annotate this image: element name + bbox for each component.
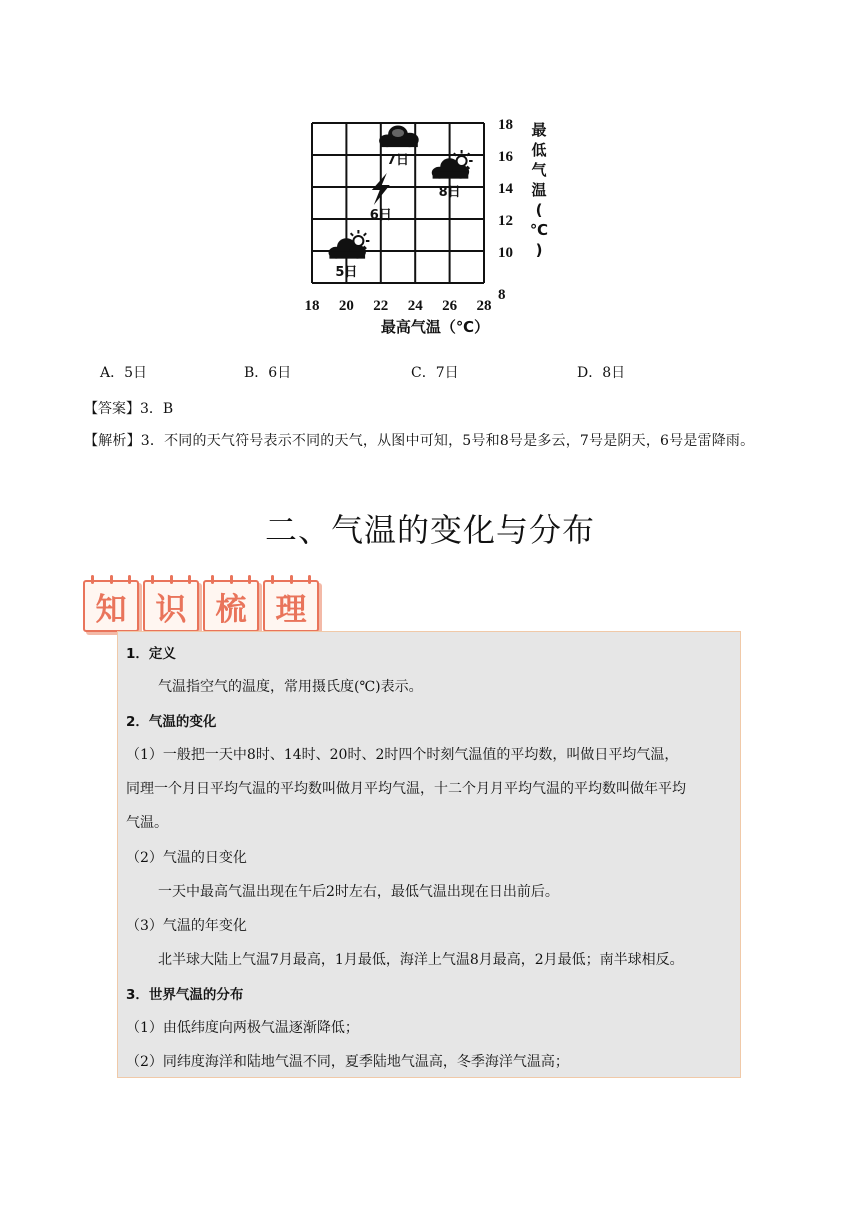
- y-axis-label: [530, 121, 548, 259]
- y-label-char: 低: [531, 141, 547, 159]
- y-label-char: 最: [531, 121, 547, 139]
- banner-char: 梳: [215, 591, 247, 628]
- y-label-char: (: [535, 201, 543, 219]
- y-tick-labels: [498, 117, 514, 303]
- y-tick-label: 8: [498, 287, 506, 303]
- banner-char: 理: [275, 591, 307, 628]
- x-tick-label: 26: [442, 298, 458, 314]
- y-tick-label: 18: [498, 117, 513, 133]
- weather-mark-partly-cloudy-icon: [329, 230, 370, 259]
- y-tick-label: 12: [498, 213, 513, 229]
- paragraph: 一天中最高气温出现在午后2时左右，最低气温出现在日出前后。: [158, 884, 559, 900]
- x-tick-label: 18: [304, 298, 320, 314]
- banner-tile: [143, 580, 199, 632]
- paragraph: 气温。: [126, 815, 168, 831]
- section-title: 二、气温的变化与分布: [264, 511, 595, 549]
- x-tick-label: 28: [476, 298, 492, 314]
- heading-definition: 1．定义: [126, 646, 176, 662]
- banner-tile: [203, 580, 259, 632]
- x-axis-label: 最高气温（℃）: [380, 318, 490, 336]
- x-tick-label: 20: [338, 298, 354, 314]
- paragraph: 北半球大陆上气温7月最高，1月最低，海洋上气温8月最高，2月最低；南半球相反。: [158, 952, 684, 968]
- subheading: （2）气温的日变化: [126, 850, 247, 866]
- point-label: 8日: [438, 185, 461, 200]
- paragraph: （2）同纬度海洋和陆地气温不同，夏季陆地气温高，冬季海洋气温高；: [126, 1054, 569, 1070]
- paragraph: （1）由低纬度向两极气温逐渐降低；: [126, 1020, 359, 1036]
- x-tick-label: 22: [373, 298, 389, 314]
- point-label: 6日: [369, 208, 392, 223]
- paragraph: 同理一个月日平均气温的平均数叫做月平均气温，十二个月月平均气温的平均数叫做年平均: [126, 781, 686, 797]
- y-label-char: ): [535, 241, 543, 259]
- x-tick-label: 24: [407, 298, 423, 314]
- option-a: A．5日: [100, 365, 148, 381]
- paragraph: 气温指空气的温度，常用摄氏度(℃)表示。: [158, 679, 423, 695]
- point-label: 5日: [335, 265, 358, 280]
- banner-char: 知: [95, 591, 127, 628]
- heading-temperature-change: 2．气温的变化: [126, 714, 217, 730]
- y-tick-label: 14: [498, 181, 513, 197]
- y-label-char: ℃: [529, 221, 549, 239]
- answer-line: 【答案】3．B: [84, 401, 174, 417]
- y-label-char: 温: [531, 181, 547, 199]
- paragraph: （1）一般把一天中8时、14时、20时、2时四个时刻气温值的平均数，叫做日平均气温，: [126, 747, 679, 763]
- option-c: C．7日: [411, 365, 459, 381]
- option-d: D．8日: [577, 365, 626, 381]
- weather-chart: [295, 110, 565, 350]
- knowledge-box: [117, 631, 741, 1078]
- point-label: 7日: [386, 153, 410, 168]
- option-b: B．6日: [244, 365, 292, 381]
- analysis-line: 【解析】3．不同的天气符号表示不同的天气，从图中可知，5号和8号是多云，7号是阴天，6号是雷降雨。: [84, 433, 755, 449]
- heading-distribution: 3．世界气温的分布: [126, 987, 244, 1003]
- weather-mark-cloudy-icon: [379, 126, 419, 148]
- banner-char: 识: [155, 591, 187, 628]
- answer-options: [0, 362, 860, 386]
- banner-tile: [83, 580, 139, 632]
- banner-tile: [263, 580, 319, 632]
- x-tick-labels: [305, 298, 492, 314]
- y-tick-label: 10: [498, 245, 513, 261]
- y-tick-label: 16: [498, 149, 513, 165]
- knowledge-banner: [83, 574, 319, 630]
- y-label-char: 气: [531, 161, 547, 179]
- subheading: （3）气温的年变化: [126, 918, 247, 934]
